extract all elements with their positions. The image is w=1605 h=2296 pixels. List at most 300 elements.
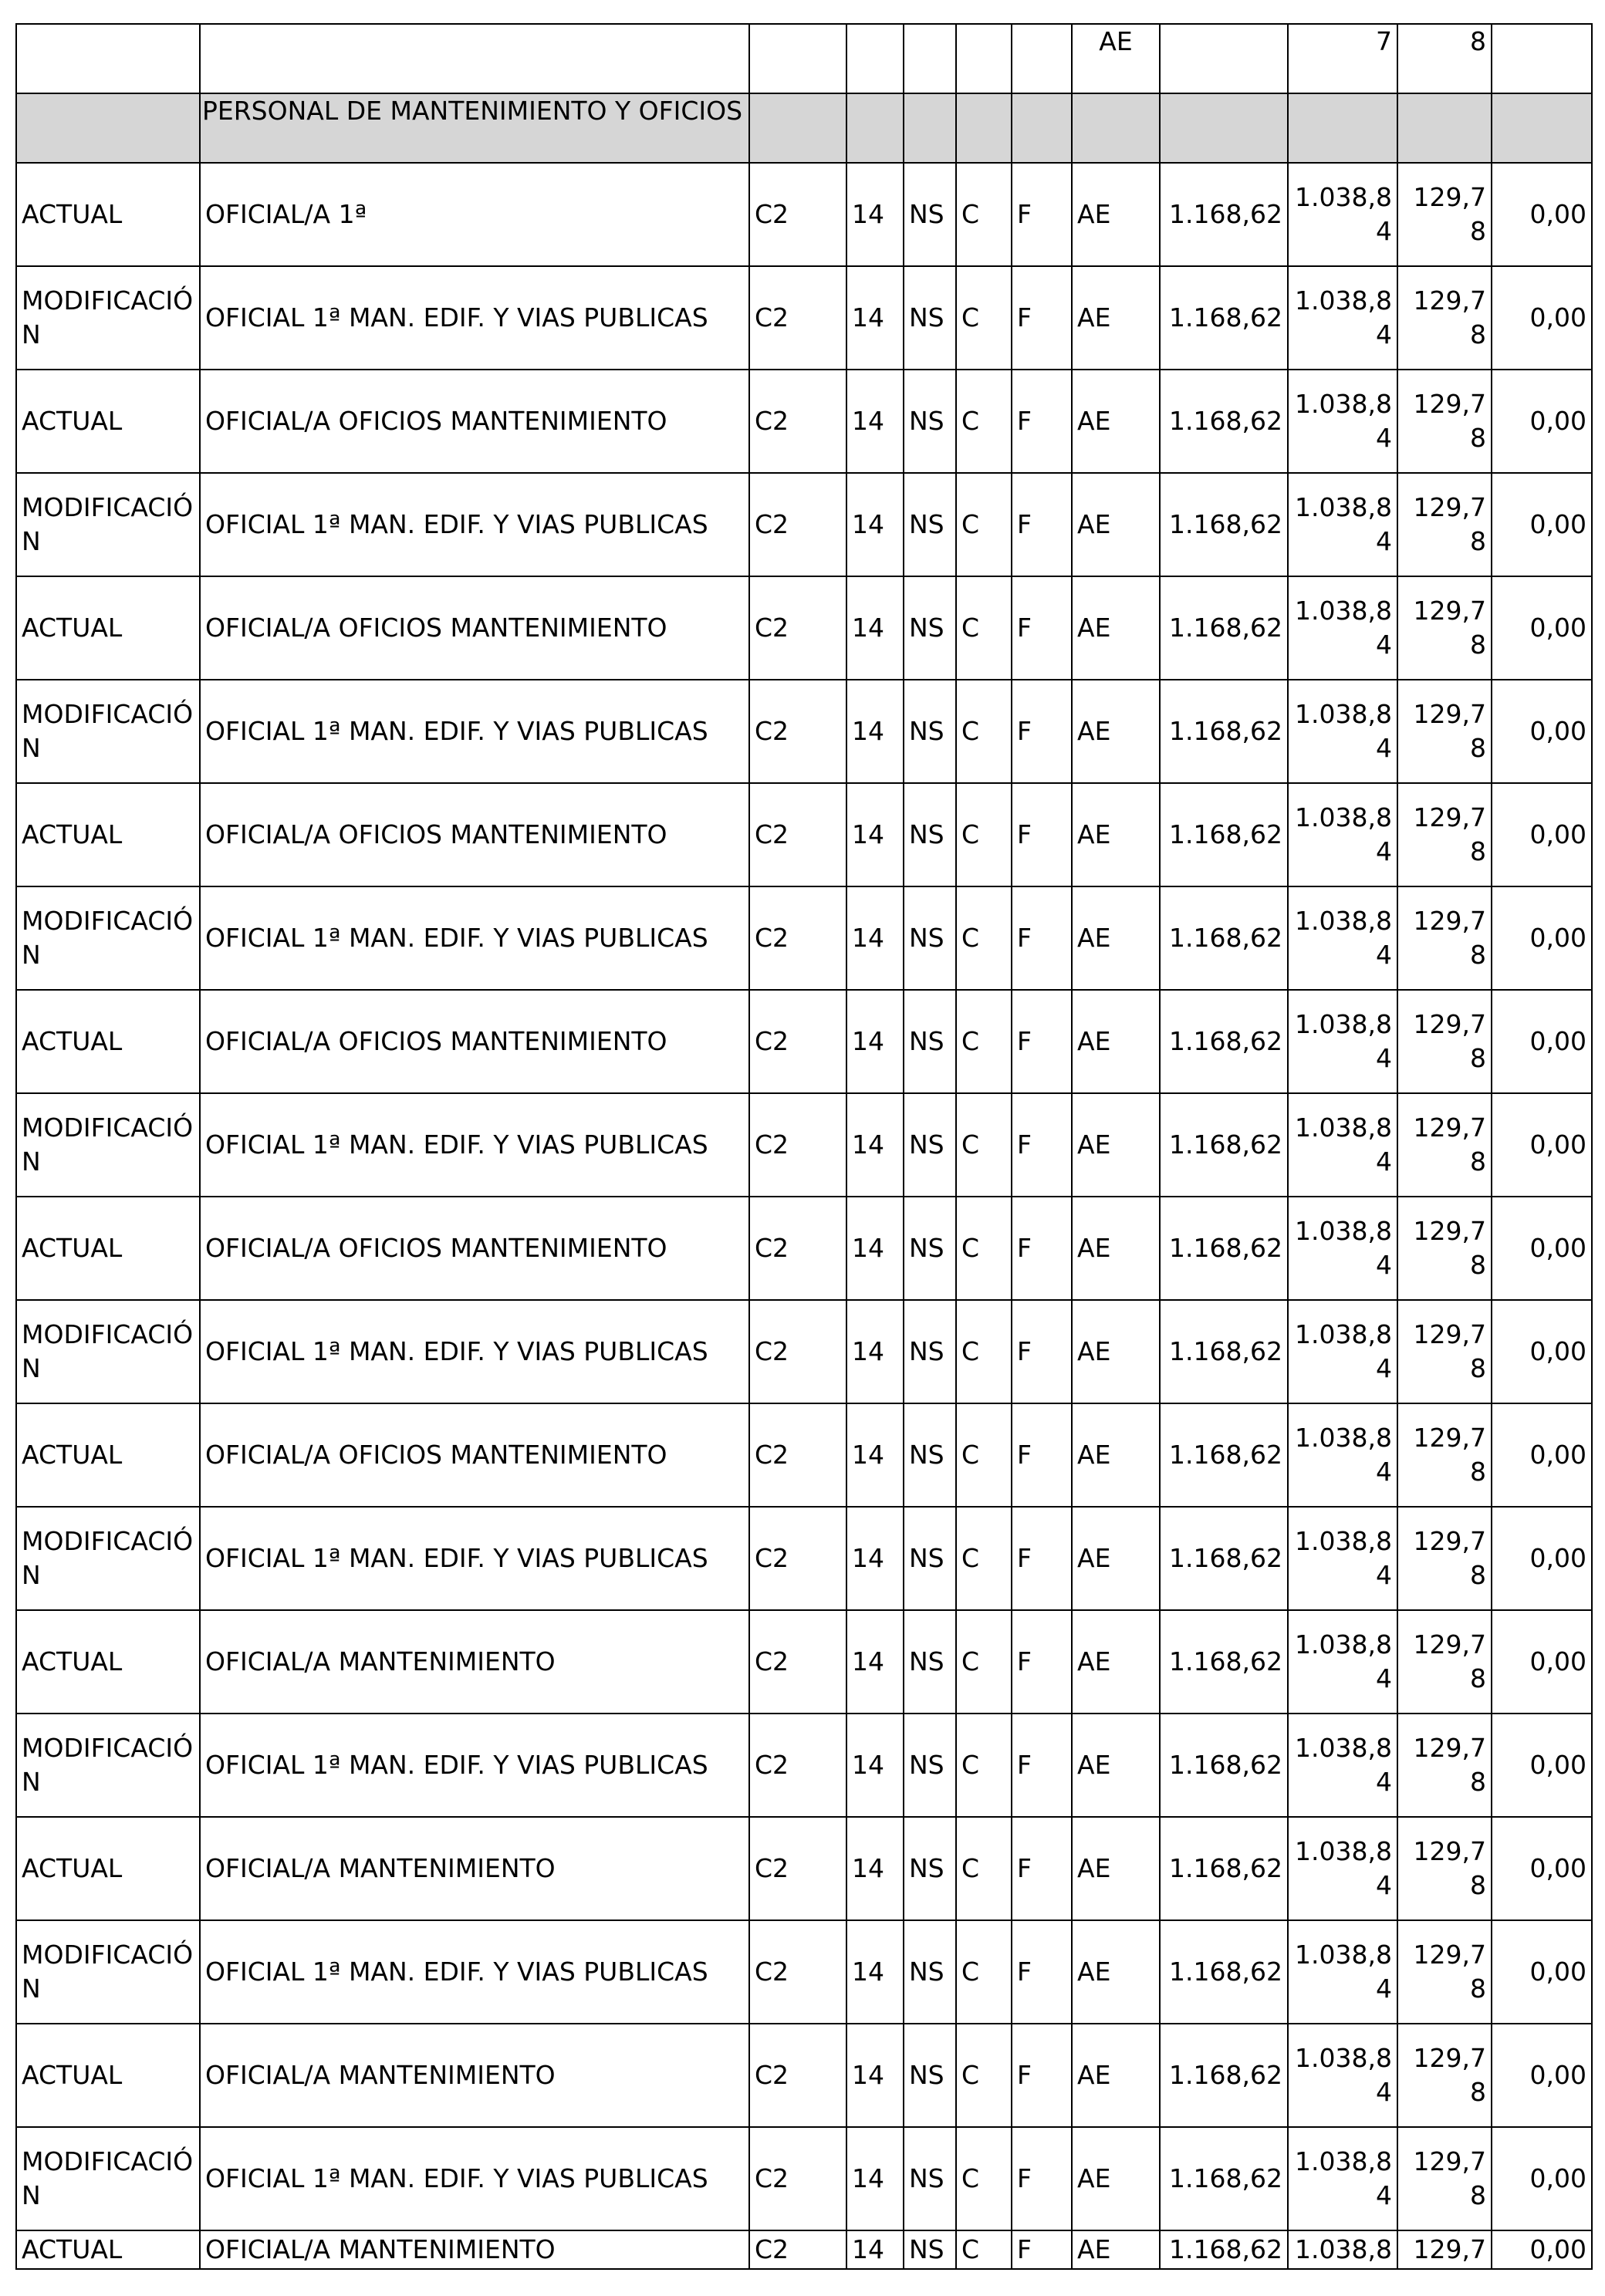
table-row: [16, 990, 1592, 1093]
cell-c7: F: [1012, 990, 1072, 1093]
cell-importe3: 129,78: [1397, 2024, 1492, 2127]
cell-importe4: 0,00: [1492, 1093, 1592, 1197]
cell-importe3: 129,78: [1397, 1610, 1492, 1714]
cell: [956, 93, 1012, 163]
cell: [1160, 93, 1288, 163]
table-row: [16, 370, 1592, 473]
cell-c8: AE: [1072, 473, 1160, 576]
cell-nivel: 14: [846, 1714, 904, 1817]
table-row: [16, 886, 1592, 990]
cell-puesto: OFICIAL 1ª MAN. EDIF. Y VIAS PUBLICAS: [200, 1920, 749, 2024]
cell-c8: AE: [1072, 783, 1160, 886]
cell-c6: C: [956, 680, 1012, 783]
cell-c5: NS: [904, 1403, 956, 1507]
cell-estado: ACTUAL: [16, 2230, 200, 2269]
table-row: [16, 1300, 1592, 1403]
cell-estado: ACTUAL: [16, 990, 200, 1093]
table-row: [16, 1197, 1592, 1300]
cell-estado: MODIFICACIÓN: [16, 2127, 200, 2230]
cell-puesto: OFICIAL/A OFICIOS MANTENIMIENTO: [200, 1403, 749, 1507]
table-row: [16, 1093, 1592, 1197]
cell-c6: C: [956, 1403, 1012, 1507]
cell-importe4: 0,00: [1492, 2230, 1592, 2269]
cell-nivel: 14: [846, 576, 904, 680]
cell: [16, 93, 200, 163]
cell-importe4: 0,00: [1492, 1403, 1592, 1507]
cell-c7: F: [1012, 2024, 1072, 2127]
cell-grupo: C2: [749, 576, 846, 680]
cell-c5: NS: [904, 783, 956, 886]
cell-importe3: 129,78: [1397, 1403, 1492, 1507]
table-row: [16, 1920, 1592, 2024]
table-row: [16, 576, 1592, 680]
cell-importe3: 129,78: [1397, 1507, 1492, 1610]
cell-puesto: OFICIAL/A 1ª: [200, 163, 749, 266]
cell-nivel: 14: [846, 1403, 904, 1507]
cell-c8: AE: [1072, 1093, 1160, 1197]
cell-grupo: C2: [749, 1507, 846, 1610]
cell-importe1: 1.168,62: [1160, 886, 1288, 990]
cell-c5: NS: [904, 2127, 956, 2230]
cell-c8: AE: [1072, 370, 1160, 473]
cell-nivel: 14: [846, 783, 904, 886]
cell-estado: ACTUAL: [16, 1197, 200, 1300]
cell: [904, 93, 956, 163]
cell-grupo: C2: [749, 473, 846, 576]
cell-c7: F: [1012, 1817, 1072, 1920]
cell-c6: C: [956, 1817, 1012, 1920]
continuation-row: [16, 24, 1592, 93]
cell-c7: F: [1012, 1920, 1072, 2024]
cell-grupo: C2: [749, 1610, 846, 1714]
cell-estado: MODIFICACIÓN: [16, 1507, 200, 1610]
cell-importe3: 129,78: [1397, 680, 1492, 783]
cell-importe4: 0,00: [1492, 886, 1592, 990]
cell: [1072, 93, 1160, 163]
cell: [1012, 24, 1072, 93]
cell-nivel: 14: [846, 1300, 904, 1403]
cell-c7: F: [1012, 576, 1072, 680]
cell-importe4: 0,00: [1492, 1300, 1592, 1403]
cell-grupo: C2: [749, 1714, 846, 1817]
cell-importe2: 1.038,84: [1288, 2024, 1397, 2127]
cell-puesto: OFICIAL 1ª MAN. EDIF. Y VIAS PUBLICAS: [200, 886, 749, 990]
cell-c5: NS: [904, 1300, 956, 1403]
cell-puesto: OFICIAL/A OFICIOS MANTENIMIENTO: [200, 576, 749, 680]
section-header: PERSONAL DE MANTENIMIENTO Y OFICIOS: [200, 93, 749, 163]
cell: [846, 93, 904, 163]
cell-grupo: C2: [749, 990, 846, 1093]
cell-importe2: 1.038,84: [1288, 1817, 1397, 1920]
cell-nivel: 14: [846, 886, 904, 990]
cell-c7: F: [1012, 1197, 1072, 1300]
cell-c8: AE: [1072, 24, 1160, 93]
cell-importe4: 0,00: [1492, 1714, 1592, 1817]
cell-c8: AE: [1072, 1817, 1160, 1920]
cell-importe1: 1.168,62: [1160, 1300, 1288, 1403]
cell-c7: F: [1012, 783, 1072, 886]
cell-c8: AE: [1072, 1197, 1160, 1300]
cell-c6: C: [956, 990, 1012, 1093]
table-row: [16, 473, 1592, 576]
cell-nivel: 14: [846, 163, 904, 266]
cell-c5: NS: [904, 266, 956, 370]
cell-grupo: C2: [749, 1093, 846, 1197]
cell-c6: C: [956, 2230, 1012, 2269]
cell-importe3: 8: [1397, 24, 1492, 93]
cell-grupo: C2: [749, 1300, 846, 1403]
cell-estado: ACTUAL: [16, 1403, 200, 1507]
cell-importe1: 1.168,62: [1160, 163, 1288, 266]
cell-importe2: 1.038,84: [1288, 680, 1397, 783]
cell-importe1: 1.168,62: [1160, 1093, 1288, 1197]
cell-c5: NS: [904, 1920, 956, 2024]
cell-grupo: C2: [749, 1403, 846, 1507]
cell-c8: AE: [1072, 576, 1160, 680]
cell-importe2: 1.038,84: [1288, 990, 1397, 1093]
cell-c7: F: [1012, 1300, 1072, 1403]
cell-importe2: 1.038,84: [1288, 1920, 1397, 2024]
cell: [1397, 93, 1492, 163]
cell-importe4: 0,00: [1492, 370, 1592, 473]
cell-puesto: OFICIAL 1ª MAN. EDIF. Y VIAS PUBLICAS: [200, 1714, 749, 1817]
cell-nivel: 14: [846, 990, 904, 1093]
cell-c5: NS: [904, 1197, 956, 1300]
cell-c5: NS: [904, 1817, 956, 1920]
cell-c8: AE: [1072, 886, 1160, 990]
cell-importe2: 1.038,84: [1288, 1403, 1397, 1507]
cell-c7: F: [1012, 680, 1072, 783]
cell-importe2: 1.038,84: [1288, 1610, 1397, 1714]
cell-importe3: 129,78: [1397, 266, 1492, 370]
cell: [904, 24, 956, 93]
cell-importe4: 0,00: [1492, 576, 1592, 680]
cell-c5: NS: [904, 990, 956, 1093]
cell-nivel: 14: [846, 680, 904, 783]
cell-importe2: 1.038,84: [1288, 2127, 1397, 2230]
cell-estado: MODIFICACIÓN: [16, 1300, 200, 1403]
cell-grupo: C2: [749, 2127, 846, 2230]
cell-importe1: 1.168,62: [1160, 1714, 1288, 1817]
table-row: [16, 1714, 1592, 1817]
cell-puesto: OFICIAL 1ª MAN. EDIF. Y VIAS PUBLICAS: [200, 473, 749, 576]
cell-nivel: 14: [846, 2127, 904, 2230]
cell-importe1: 1.168,62: [1160, 473, 1288, 576]
cell-puesto: OFICIAL 1ª MAN. EDIF. Y VIAS PUBLICAS: [200, 1093, 749, 1197]
cell-grupo: C2: [749, 680, 846, 783]
table-row: [16, 266, 1592, 370]
cell-importe2: 1.038,84: [1288, 163, 1397, 266]
cell-importe2: 1.038,84: [1288, 473, 1397, 576]
cell-c7: F: [1012, 1507, 1072, 1610]
cell-importe2: 1.038,84: [1288, 1197, 1397, 1300]
cell-estado: ACTUAL: [16, 2024, 200, 2127]
cell-puesto: OFICIAL/A OFICIOS MANTENIMIENTO: [200, 783, 749, 886]
cell-importe2: 1.038,84: [1288, 783, 1397, 886]
cell-grupo: C2: [749, 783, 846, 886]
table-row: [16, 2024, 1592, 2127]
cell-c6: C: [956, 1610, 1012, 1714]
cell-importe1: 1.168,62: [1160, 783, 1288, 886]
cell: [200, 24, 749, 93]
cell-importe1: 1.168,62: [1160, 2024, 1288, 2127]
cell-c5: NS: [904, 163, 956, 266]
cell-importe3: 129,78: [1397, 370, 1492, 473]
cell: [956, 24, 1012, 93]
cell-c5: NS: [904, 2230, 956, 2269]
cell-importe4: 0,00: [1492, 1197, 1592, 1300]
cell-importe4: 0,00: [1492, 1920, 1592, 2024]
table-row: [16, 1610, 1592, 1714]
cell-c5: NS: [904, 886, 956, 990]
cell-nivel: 14: [846, 1610, 904, 1714]
cell-importe3: 129,78: [1397, 1197, 1492, 1300]
cell-importe4: 0,00: [1492, 2127, 1592, 2230]
cell-c5: NS: [904, 2024, 956, 2127]
cell-importe1: 1.168,62: [1160, 2127, 1288, 2230]
cell-puesto: OFICIAL/A OFICIOS MANTENIMIENTO: [200, 370, 749, 473]
cell-grupo: C2: [749, 886, 846, 990]
cell-estado: MODIFICACIÓN: [16, 1714, 200, 1817]
cell-importe3: 129,78: [1397, 473, 1492, 576]
cell-c7: F: [1012, 2127, 1072, 2230]
table-row: [16, 783, 1592, 886]
cell-puesto: OFICIAL/A MANTENIMIENTO: [200, 1817, 749, 1920]
cell-c6: C: [956, 2127, 1012, 2230]
table-row: [16, 1507, 1592, 1610]
cell-importe1: 1.168,62: [1160, 576, 1288, 680]
cell-importe2: 7: [1288, 24, 1397, 93]
cell-importe4: 0,00: [1492, 473, 1592, 576]
cell-estado: ACTUAL: [16, 163, 200, 266]
cell-importe1: 1.168,62: [1160, 1507, 1288, 1610]
cell-c8: AE: [1072, 990, 1160, 1093]
cell-importe4: 0,00: [1492, 990, 1592, 1093]
cell-importe4: 0,00: [1492, 1507, 1592, 1610]
cell-estado: ACTUAL: [16, 1610, 200, 1714]
cell-puesto: OFICIAL 1ª MAN. EDIF. Y VIAS PUBLICAS: [200, 2127, 749, 2230]
cell-c7: F: [1012, 370, 1072, 473]
cell-c8: AE: [1072, 2127, 1160, 2230]
cell-c7: F: [1012, 1403, 1072, 1507]
cell: [749, 24, 846, 93]
cell-importe3: 129,78: [1397, 2127, 1492, 2230]
cell-grupo: C2: [749, 2024, 846, 2127]
cell-grupo: C2: [749, 2230, 846, 2269]
cell-importe1: 1.168,62: [1160, 370, 1288, 473]
cell-nivel: 14: [846, 1197, 904, 1300]
cell-estado: MODIFICACIÓN: [16, 473, 200, 576]
cell-c7: F: [1012, 886, 1072, 990]
cell: [1492, 24, 1592, 93]
cell-nivel: 14: [846, 1817, 904, 1920]
cell-c6: C: [956, 1093, 1012, 1197]
cell-estado: ACTUAL: [16, 370, 200, 473]
cell-c8: AE: [1072, 680, 1160, 783]
cell-c7: F: [1012, 1714, 1072, 1817]
cell-c8: AE: [1072, 2024, 1160, 2127]
cell-estado: ACTUAL: [16, 576, 200, 680]
cell-c8: AE: [1072, 1507, 1160, 1610]
cell-c8: AE: [1072, 1714, 1160, 1817]
cell-importe3: 129,78: [1397, 576, 1492, 680]
cell-importe3: 129,78: [1397, 1300, 1492, 1403]
cell-importe4: 0,00: [1492, 163, 1592, 266]
cell-c6: C: [956, 783, 1012, 886]
cell-c6: C: [956, 2024, 1012, 2127]
cell-puesto: OFICIAL/A MANTENIMIENTO: [200, 1610, 749, 1714]
cell-puesto: OFICIAL/A MANTENIMIENTO: [200, 2230, 749, 2269]
cell: [1012, 93, 1072, 163]
cell-importe3: 129,78: [1397, 886, 1492, 990]
cell-c7: F: [1012, 163, 1072, 266]
cell: [1492, 93, 1592, 163]
cell-importe1: 1.168,62: [1160, 1610, 1288, 1714]
cell-grupo: C2: [749, 266, 846, 370]
cell-importe2: 1.038,84: [1288, 1714, 1397, 1817]
cell-c8: AE: [1072, 1300, 1160, 1403]
cell-importe2: 1.038,84: [1288, 370, 1397, 473]
cell-importe3: 129,78: [1397, 990, 1492, 1093]
cell-c7: F: [1012, 473, 1072, 576]
cell-c6: C: [956, 886, 1012, 990]
cell-importe3: 129,78: [1397, 1093, 1492, 1197]
cell: [749, 93, 846, 163]
cell-estado: MODIFICACIÓN: [16, 1093, 200, 1197]
cell-importe3: 129,7: [1397, 2230, 1492, 2269]
cell-c7: F: [1012, 266, 1072, 370]
cell-puesto: OFICIAL 1ª MAN. EDIF. Y VIAS PUBLICAS: [200, 1507, 749, 1610]
cell-importe3: 129,78: [1397, 783, 1492, 886]
cell-puesto: OFICIAL/A OFICIOS MANTENIMIENTO: [200, 1197, 749, 1300]
cell-c6: C: [956, 266, 1012, 370]
cell-importe1: 1.168,62: [1160, 2230, 1288, 2269]
cell-c8: AE: [1072, 1403, 1160, 1507]
cell-grupo: C2: [749, 1197, 846, 1300]
cell-importe4: 0,00: [1492, 783, 1592, 886]
cell-c5: NS: [904, 1507, 956, 1610]
cell-puesto: OFICIAL/A OFICIOS MANTENIMIENTO: [200, 990, 749, 1093]
cell-c5: NS: [904, 370, 956, 473]
table-row: [16, 1817, 1592, 1920]
cell-c6: C: [956, 1714, 1012, 1817]
cell-c7: F: [1012, 1610, 1072, 1714]
table-row: [16, 680, 1592, 783]
cell-c6: C: [956, 1507, 1012, 1610]
cell-nivel: 14: [846, 1093, 904, 1197]
cell-c8: AE: [1072, 1610, 1160, 1714]
cell-importe2: 1.038,84: [1288, 1507, 1397, 1610]
cell-importe1: 1.168,62: [1160, 1817, 1288, 1920]
cell-puesto: OFICIAL 1ª MAN. EDIF. Y VIAS PUBLICAS: [200, 1300, 749, 1403]
cell-nivel: 14: [846, 266, 904, 370]
cell-importe2: 1.038,84: [1288, 886, 1397, 990]
cell-estado: MODIFICACIÓN: [16, 886, 200, 990]
cell-c6: C: [956, 1920, 1012, 2024]
cell-importe4: 0,00: [1492, 680, 1592, 783]
cell-grupo: C2: [749, 163, 846, 266]
cell-puesto: OFICIAL 1ª MAN. EDIF. Y VIAS PUBLICAS: [200, 266, 749, 370]
cell-importe3: 129,78: [1397, 163, 1492, 266]
cell-estado: MODIFICACIÓN: [16, 1920, 200, 2024]
cell-estado: ACTUAL: [16, 783, 200, 886]
cell-importe2: 1.038,84: [1288, 266, 1397, 370]
cell-c7: F: [1012, 1093, 1072, 1197]
cell-c7: F: [1012, 2230, 1072, 2269]
cell-importe4: 0,00: [1492, 266, 1592, 370]
cell-grupo: C2: [749, 370, 846, 473]
table-row: [16, 2127, 1592, 2230]
cell-c6: C: [956, 473, 1012, 576]
cell-importe1: 1.168,62: [1160, 1403, 1288, 1507]
cell-importe1: 1.168,62: [1160, 1920, 1288, 2024]
cell-importe2: 1.038,84: [1288, 576, 1397, 680]
cell-c5: NS: [904, 576, 956, 680]
cell-importe2: 1.038,84: [1288, 1093, 1397, 1197]
cell-nivel: 14: [846, 1920, 904, 2024]
cell-c5: NS: [904, 1714, 956, 1817]
cell-importe4: 0,00: [1492, 1817, 1592, 1920]
cell-nivel: 14: [846, 2230, 904, 2269]
table-row: [16, 1403, 1592, 1507]
cell-nivel: 14: [846, 370, 904, 473]
cell-c6: C: [956, 576, 1012, 680]
cell-c6: C: [956, 370, 1012, 473]
cell-estado: ACTUAL: [16, 1817, 200, 1920]
cell-c5: NS: [904, 680, 956, 783]
cell: [1288, 93, 1397, 163]
cell-nivel: 14: [846, 2024, 904, 2127]
cell-c5: NS: [904, 473, 956, 576]
cell-c6: C: [956, 1300, 1012, 1403]
cell-estado: MODIFICACIÓN: [16, 266, 200, 370]
cell-c6: C: [956, 1197, 1012, 1300]
cell-grupo: C2: [749, 1817, 846, 1920]
cell-c8: AE: [1072, 266, 1160, 370]
cell-importe1: 1.168,62: [1160, 990, 1288, 1093]
section-header-row: [16, 93, 1592, 163]
cell-c8: AE: [1072, 2230, 1160, 2269]
cell-importe2: 1.038,84: [1288, 1300, 1397, 1403]
personnel-table: [15, 23, 1593, 2270]
cell-importe4: 0,00: [1492, 1610, 1592, 1714]
cell-estado: MODIFICACIÓN: [16, 680, 200, 783]
cell-nivel: 14: [846, 473, 904, 576]
cell-c8: AE: [1072, 1920, 1160, 2024]
cell-nivel: 14: [846, 1507, 904, 1610]
cell-importe3: 129,78: [1397, 1817, 1492, 1920]
cell-importe3: 129,78: [1397, 1920, 1492, 2024]
cell-c6: C: [956, 163, 1012, 266]
cell-puesto: OFICIAL/A MANTENIMIENTO: [200, 2024, 749, 2127]
cell-importe4: 0,00: [1492, 2024, 1592, 2127]
cell: [16, 24, 200, 93]
cell-importe2: 1.038,8: [1288, 2230, 1397, 2269]
cell-c5: NS: [904, 1093, 956, 1197]
cell-c5: NS: [904, 1610, 956, 1714]
cell-importe1: 1.168,62: [1160, 266, 1288, 370]
cell-puesto: OFICIAL 1ª MAN. EDIF. Y VIAS PUBLICAS: [200, 680, 749, 783]
cell-importe3: 129,78: [1397, 1714, 1492, 1817]
table-row: [16, 2230, 1592, 2269]
table-row: [16, 163, 1592, 266]
cell: [846, 24, 904, 93]
cell: [1160, 24, 1288, 93]
cell-grupo: C2: [749, 1920, 846, 2024]
cell-importe1: 1.168,62: [1160, 680, 1288, 783]
cell-c8: AE: [1072, 163, 1160, 266]
cell-importe1: 1.168,62: [1160, 1197, 1288, 1300]
